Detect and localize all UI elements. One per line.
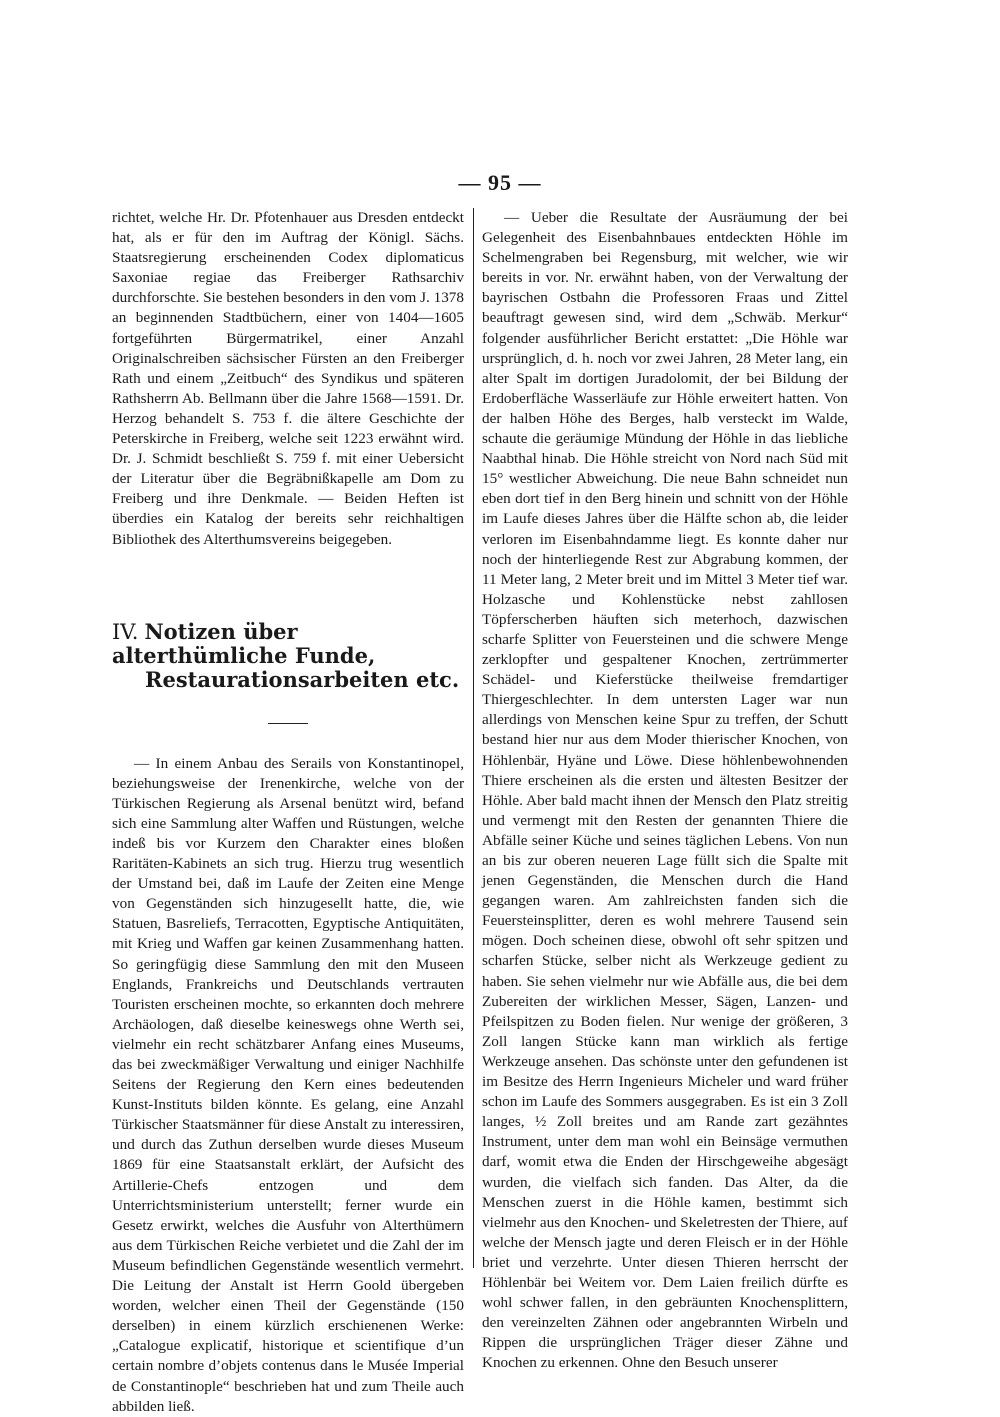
section-heading [112, 620, 464, 692]
column-divider [473, 208, 474, 1268]
left-paragraph-continued: richtet, welche Hr. Dr. Pfotenhauer aus Dresden entdeckt hat, als er für den im Auftrag der Königl. Sächs. Staatsregierung erscheinenden Codex diplomaticus Saxoniae regiae das Freiberger Rathsarchiv durchforschte. Sie bestehen besonders in den vom J. 1378 an beginnenden Stadtbüchern, einer von 1404—1605 fortgeführten Bürgermatrikel, einer Anzahl Originalschreiben sächsischer Fürsten an den Freiberger Rath und einem „Zeitbuch“ des Syndikus und späteren Rathsherrn Ab. Bellmann über die Jahre 1568—1591. Dr. Herzog behandelt S. 753 f. die ältere Geschichte der Peterskirche in Freiberg, welche seit 1223 erwähnt wird. Dr. J. Schmidt beschließt S. 759 f. mit einer Uebersicht der Literatur über die Begräbnißkapelle am Dom zu Freiberg und ihre Denkmale. — Beiden Heften ist überdies ein Katalog der bereits sehr reichhaltigen Bibliothek des Alterthumsvereins beigegeben. [112, 209, 464, 548]
section-heading-number: IV. [112, 619, 139, 644]
right-paragraph-cave-report: — Ueber die Resultate der Ausräumung der bei Gelegenheit des Eisenbahnbaues entdeckten Höhle im Schelmengraben bei Regensburg, mit welcher, wie wir bereits in vor. Nr. erwähnt haben, von der Verwaltung der bayrischen Ostbahn die Professoren Fraas und Zittel beauftragt gewesen sind, wird dem „Schwäb. Merkur“ folgender ausführlicher Bericht erstattet: „Die Höhle war ursprünglich, d. h. noch vor zwei Jahren, 28 Meter lang, ein alter Spalt im dortigen Juradolomit, der bei Bildung der Erdoberfläche Wasserläufe zur Höhle erweitert hatten. Von der halben Höhe des Berges, halb versteckt im Walde, schaute die geräumige Mündung der Höhle in das liebliche Naabthal hinab. Die Höhle streicht von Nord nach Süd mit 15° westlicher Abweichung. Die neue Bahn schneidet nun eben dort tief in den Berg hinein und schnitt von der Höhle im Laufe dieses Jahres über die Hälfte schon ab, die leider verloren im Eisenbahndamme liegt. Es konnte daher nur noch der hinterliegende Rest zur Abgrabung kommen, der 11 Meter lang, 2 Meter breit und im Mittel 3 Meter tief war. Holzasche und Kohlenstücke nebst zahllosen Töpferscherben häuften sich meterhoch, dazwischen scharfe Splitter von Feuersteinen und die schwere Menge zerklopfter und gespaltener Knochen, zertrümmerter Schädel- und Kieferstücke theilweise fremdartiger Thiergeschlechter. In dem untersten Lager war nun allerdings von Menschen keine Spur zu treffen, der Schutt bestand hier nur aus dem Moder thierischer Knochen, von Höhlenbär, Hyäne und Löwe. Diese höhlenbewohnenden Thiere erscheinen als die ersten und ältesten Besitzer der Höhle. Aber bald macht ihnen der Mensch den Platz streitig und vermengt mit den Resten der genannten Thiere die Abfälle seiner Küche und seines täglichen Lebens. Von nun an bis zur oberen neueren Lage füllt sich die Spalte mit jenen Gegenständen, die Menschen durch die Hand gegangen waren. Am zahlreichsten fanden sich die Feuersteinsplitter, deren es wohl mehrere Tausend sein mögen. Doch scheinen diese, obwohl oft sehr spitzen und scharfen Stücke, selber nicht als Werkzeuge gedient zu haben. Sie sehen vielmehr nur wie Abfälle aus, die bei dem Zubereiten der wirklichen Messer, Sägen, Lanzen- und Pfeilspitzen zu Boden fielen. Nur wenige der größeren, 3 Zoll langen Stücke kann man wirklich als fertige Werkzeuge ansehen. Das schönste unter den gefundenen ist im Besitze des Herrn Ingenieurs Micheler und ward früher schon im Laufe des Sommers ausgegraben. Es ist ein 3 Zoll langes, ½ Zoll breites und am Rande zart gezähntes Instrument, unter dem man wohl ein Beinsäge vermuthen darf, womit etwa die Enden der Hirschgeweihe abgesägt wurden, die vielfach sich fanden. Das Alter, da die Menschen zuerst in die Höhle kamen, bestimmt sich vielmehr aus den Knochen- und Skeletresten der Thiere, auf welche der Mensch jagte und deren Fleisch er in der Höhle briet und verzehrte. Unter diesen Thieren herrscht der Höhlenbär bei Weitem vor. Dem Laien freilich dürfte es wohl schwer fallen, in den gebräunten Knochensplittern, den vereinzelten Zähnen oder angebrannten Wirbeln und Rippen die ursprünglichen Träger dieser Zähne und Knochen zu erkennen. Ohne den Besuch unserer [482, 209, 848, 1372]
left-column [112, 208, 464, 1417]
right-column [482, 208, 848, 1373]
section-heading-line1: Notizen über alterthümliche Funde, [112, 618, 376, 668]
left-paragraph-constantinople: — In einem Anbau des Serails von Konstantinopel, beziehungsweise der Irenenkirche, welche von der Türkischen Regierung als Arsenal benützt wird, befand sich eine Sammlung alter Waffen und Rüstungen, welche indeß bis vor Kurzem den Charakter eines bloßen Raritäten-Kabinets an sich trug. Hierzu trug wesentlich der Umstand bei, daß im Laufe der Zeiten eine Menge von Gegenständen sich hinzugesellt hatte, die, wie Statuen, Basreliefs, Terracotten, Egyptische Antiquitäten, mit Krieg und Waffen gar keinen Zusammenhang hatten. So geringfügig diese Sammlung den mit den Museen Englands, Frankreichs und Deutschlands vertrauten Touristen erscheinen mochte, so erkannten doch mehrere Archäologen, daß dieselbe keineswegs ohne Werth sei, vielmehr ein recht schätzbarer Anfang eines Museums, das bei zweckmäßiger Verwaltung und einiger Nachhilfe Seitens der Regierung den Kern eines bedeutenden Kunst-Instituts bilden könnte. Es gelang, eine Anzahl Türkischer Staatsmänner für diese Anstalt zu interessiren, und durch das Zuthun derselben wurde dieses Museum 1869 für eine Staatsanstalt erklärt, der Aufsicht des Artillerie-Chefs entzogen und dem Unterrichtsministerium unterstellt; ferner wurde ein Gesetz erwirkt, welches die Ausfuhr von Alterthümern aus dem Türkischen Reiche verbietet und die Zahl der im Museum befindlichen Gegenstände wesentlich vermehrt. Die Leitung der Anstalt ist Herrn Goold übergeben worden, welcher einen Theil der Gegenstände (150 derselben) in einem kürzlich erschienenen Werke: „Catalogue explicatif, historique et scientifique d’un certain nombre d’objets contenus dans le Musée Imperial de Constantinople“ beschrieben hat und zum Theile auch abbilden ließ. [112, 754, 464, 1415]
section-heading-line2: Restaurationsarbeiten etc. [145, 666, 460, 692]
section-divider [268, 723, 308, 724]
page-number: — 95 — [458, 170, 542, 195]
